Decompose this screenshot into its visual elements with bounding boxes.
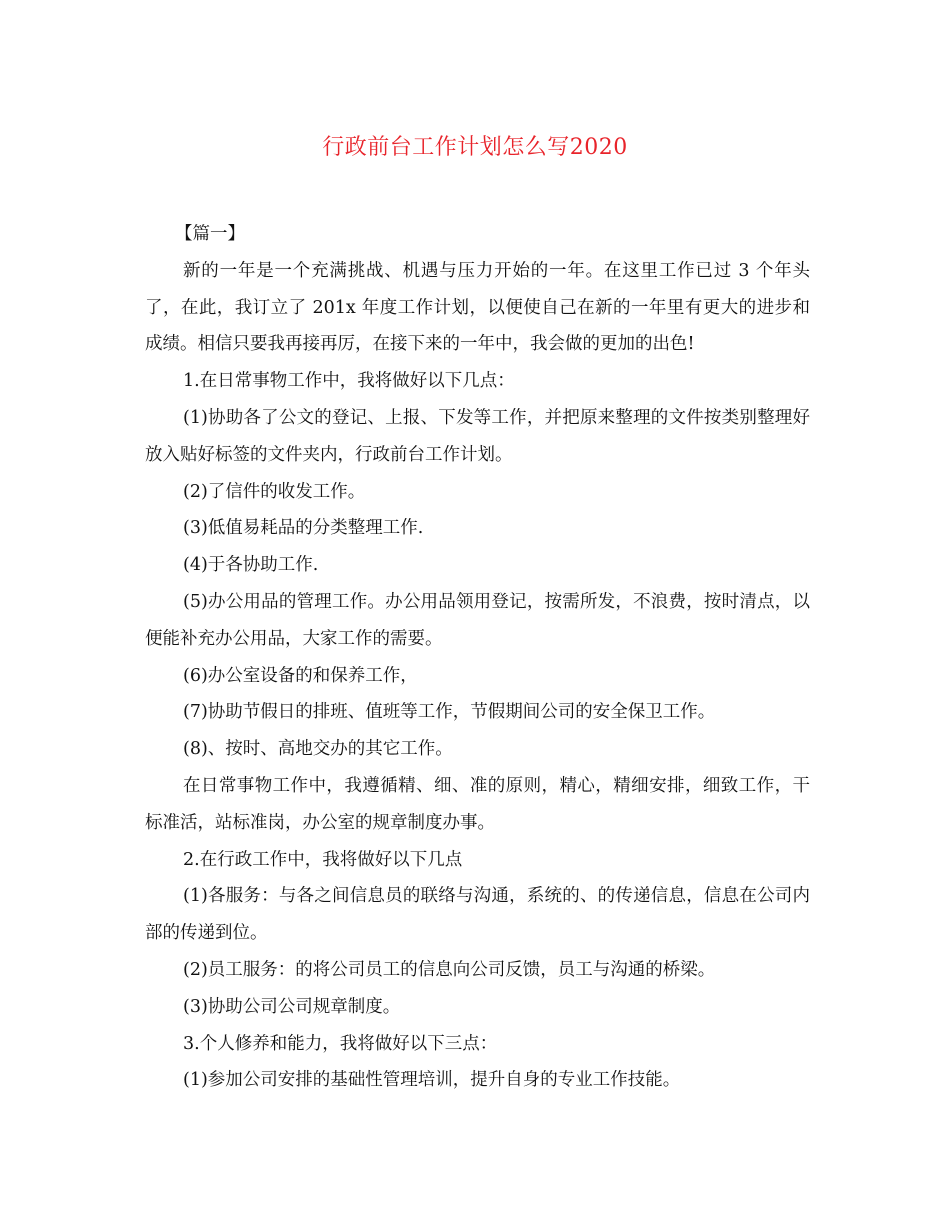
paragraph: (1)各服务：与各之间信息员的联络与沟通，系统的、的传递信息，信息在公司内部的传递到位。 xyxy=(145,886,810,944)
paragraph: (4)于各协助工作. xyxy=(183,555,319,576)
paragraph: (8)、按时、高地交办的其它工作。 xyxy=(183,739,453,760)
section-heading: 【篇一】 xyxy=(175,224,245,244)
paragraph: 新的一年是一个充满挑战、机遇与压力开始的一年。在这里工作已过 3 个年头了，在此，我订立了 201x 年度工作计划，以便使自己在新的一年里有更大的进步和成绩。相信只要我再接再厉，在接下来的一年中，我会做的更加的出色! xyxy=(145,260,810,355)
paragraph: 1.在日常事物工作中，我将做好以下几点： xyxy=(183,371,515,392)
paragraph: (1)协助各了公文的登记、上报、下发等工作，并把原来整理的文件按类别整理好放入贴好标签的文件夹内，行政前台工作计划。 xyxy=(145,407,810,465)
paragraph: (7)协助节假日的排班、值班等工作，节假期间公司的安全保卫工作。 xyxy=(183,702,716,723)
paragraph: (3)协助公司公司规章制度。 xyxy=(183,996,401,1017)
paragraph: (3)低值易耗品的分类整理工作. xyxy=(183,518,424,539)
paragraph: (2)员工服务：的将公司员工的信息向公司反馈，员工与沟通的桥梁。 xyxy=(183,959,716,980)
paragraph: (6)办公室设备的和保养工作， xyxy=(183,665,418,686)
paragraph: (1)参加公司安排的基础性管理培训，提升自身的专业工作技能。 xyxy=(183,1070,681,1091)
paragraph: (5)办公用品的管理工作。办公用品领用登记，按需所发，不浪费，按时清点，以便能补充办公用品，大家工作的需要。 xyxy=(145,591,810,649)
paragraph: 3.个人修养和能力，我将做好以下三点： xyxy=(183,1033,498,1054)
paragraph: 在日常事物工作中，我遵循精、细、准的原则，精心，精细安排，细致工作，干标准活，站标准岗，办公室的规章制度办事。 xyxy=(145,775,810,833)
document-title: 行政前台工作计划怎么写2020 xyxy=(322,135,628,160)
paragraph: 2.在行政工作中，我将做好以下几点 xyxy=(183,849,463,870)
paragraph: (2)了信件的收发工作。 xyxy=(183,481,366,502)
document-body xyxy=(145,216,810,1099)
